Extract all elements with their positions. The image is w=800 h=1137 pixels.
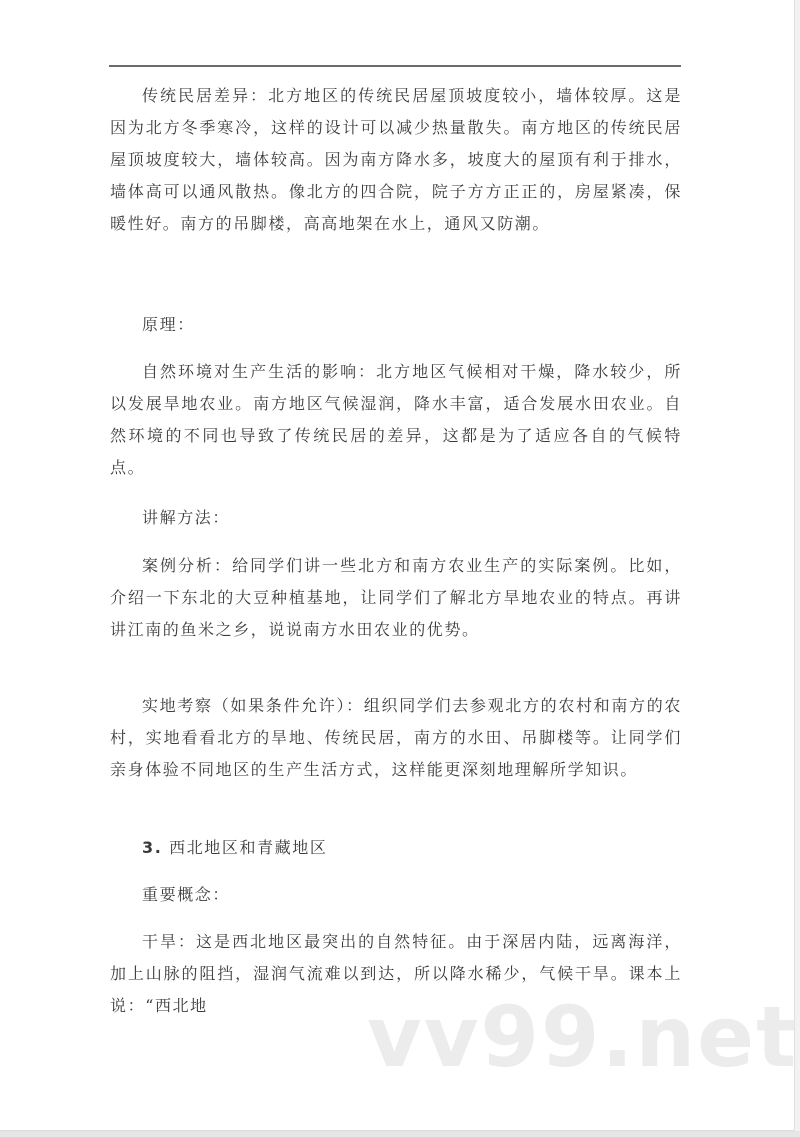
header-rule — [109, 65, 681, 67]
paragraph-case-analysis: 案例分析：给同学们讲一些北方和南方农业生产的实际案例。比如，介绍一下东北的大豆种植基地，让同学们了解北方旱地农业的特点。再讲讲江南的鱼米之乡，说说南方水田农业的优势。 — [110, 556, 682, 639]
page-bottom-edge — [0, 1131, 800, 1137]
label-principle: 原理： — [142, 315, 195, 334]
paragraph-drought: 干旱：这是西北地区最突出的自然特征。由于深居内陆，远离海洋，加上山脉的阻挡，湿润气流难以到达，所以降水稀少，气候干旱。课本上说：“西北地 — [110, 932, 682, 1015]
section-heading — [110, 832, 682, 864]
section-number: 3. — [142, 838, 163, 857]
watermark-text: vv99.net — [367, 988, 799, 1086]
section-title: 西北地区和青藏地区 — [169, 838, 328, 857]
paragraph-field-trip: 实地考察（如果条件允许）：组织同学们去参观北方的农村和南方的农村，实地看看北方的旱地、传统民居，南方的水田、吊脚楼等。让同学们亲身体验不同地区的生产生活方式，这样能更深刻地理解所学知识。 — [110, 696, 682, 779]
label-teaching-method: 讲解方法： — [142, 508, 231, 527]
label-key-concepts: 重要概念： — [142, 885, 231, 904]
paragraph-environment-impact: 自然环境对生产生活的影响：北方地区气候相对干燥，降水较少，所以发展旱地农业。南方地区气候湿润，降水丰富，适合发展水田农业。自然环境的不同也导致了传统民居的差异，这都是为了适应各自的气候特点。 — [110, 362, 682, 477]
paragraph-traditional-dwellings: 传统民居差异：北方地区的传统民居屋顶坡度较小，墙体较厚。这是因为北方冬季寒冷，这样的设计可以减少热量散失。南方地区的传统民居屋顶坡度较大，墙体较高。因为南方降水多，坡度大的屋顶有利于排水，墙体高可以通风散热。像北方的四合院，院子方方正正的，房屋紧凑，保暖性好。南方的吊脚楼，高高地架在水上，通风又防潮。 — [110, 86, 682, 233]
